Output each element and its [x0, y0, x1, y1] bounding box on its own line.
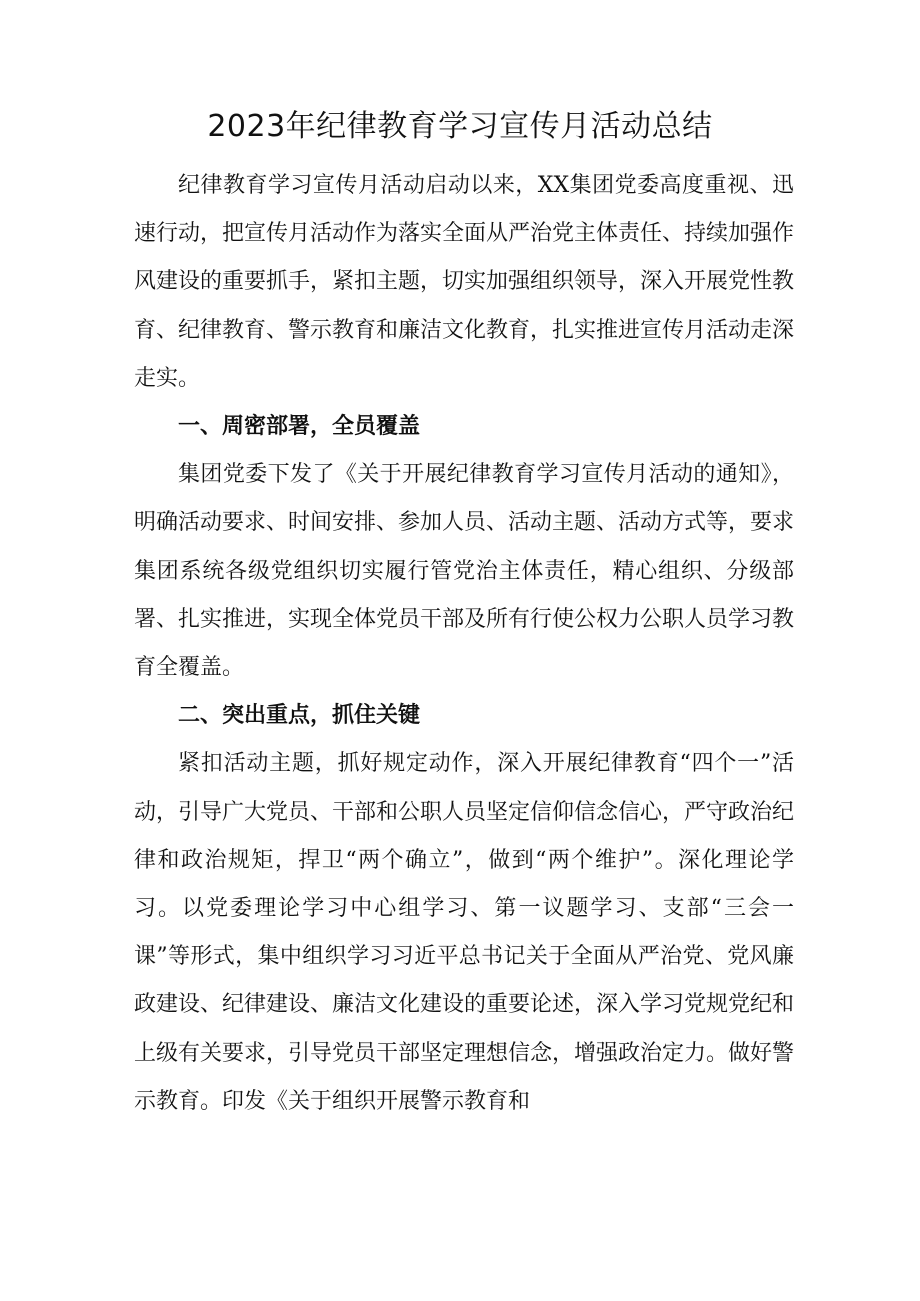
- document-title: 2023年纪律教育学习宣传月活动总结: [207, 109, 713, 144]
- document-body: [134, 162, 794, 1126]
- section-2-paragraph: 紧扣活动主题，抓好规定动作，深入开展纪律教育“四个一”活动，引导广大党员、干部和公职人员坚定信仰信念信心，严守政治纪律和政治规矩，捍卫“两个确立”，做到“两个维护”。深化理论学习。以党委理论学习中心组学习、第一议题学习、支部“三会一课”等形式，集中组织学习习近平总书记关于全面从严治党、党风廉政建设、纪律建设、廉洁文化建设的重要论述，深入学习党规党纪和上级有关要求，引导党员干部坚定理想信念，增强政治定力。做好警示教育。印发《关于组织开展警示教育和: [134, 751, 795, 1114]
- section-heading-2: 二、突出重点，抓住关键: [178, 703, 421, 729]
- section-1-paragraph: 集团党委下发了《关于开展纪律教育学习宣传月活动的通知》，明确活动要求、时间安排、参加人员、活动主题、活动方式等，要求集团系统各级党组织切实履行管党治主体责任，精心组织、分级部署、扎实推进，实现全体党员干部及所有行使公权力公职人员学习教育全覆盖。: [134, 462, 795, 681]
- section-heading-1: 一、周密部署，全员覆盖: [178, 414, 421, 440]
- intro-paragraph: 纪律教育学习宣传月活动启动以来，XX集团党委高度重视、迅速行动，把宣传月活动作为落实全面从严治党主体责任、持续加强作风建设的重要抓手，紧扣主题，切实加强组织领导，深入开展党性教育、纪律教育、警示教育和廉洁文化教育，扎实推进宣传月活动走深走实。: [134, 173, 795, 391]
